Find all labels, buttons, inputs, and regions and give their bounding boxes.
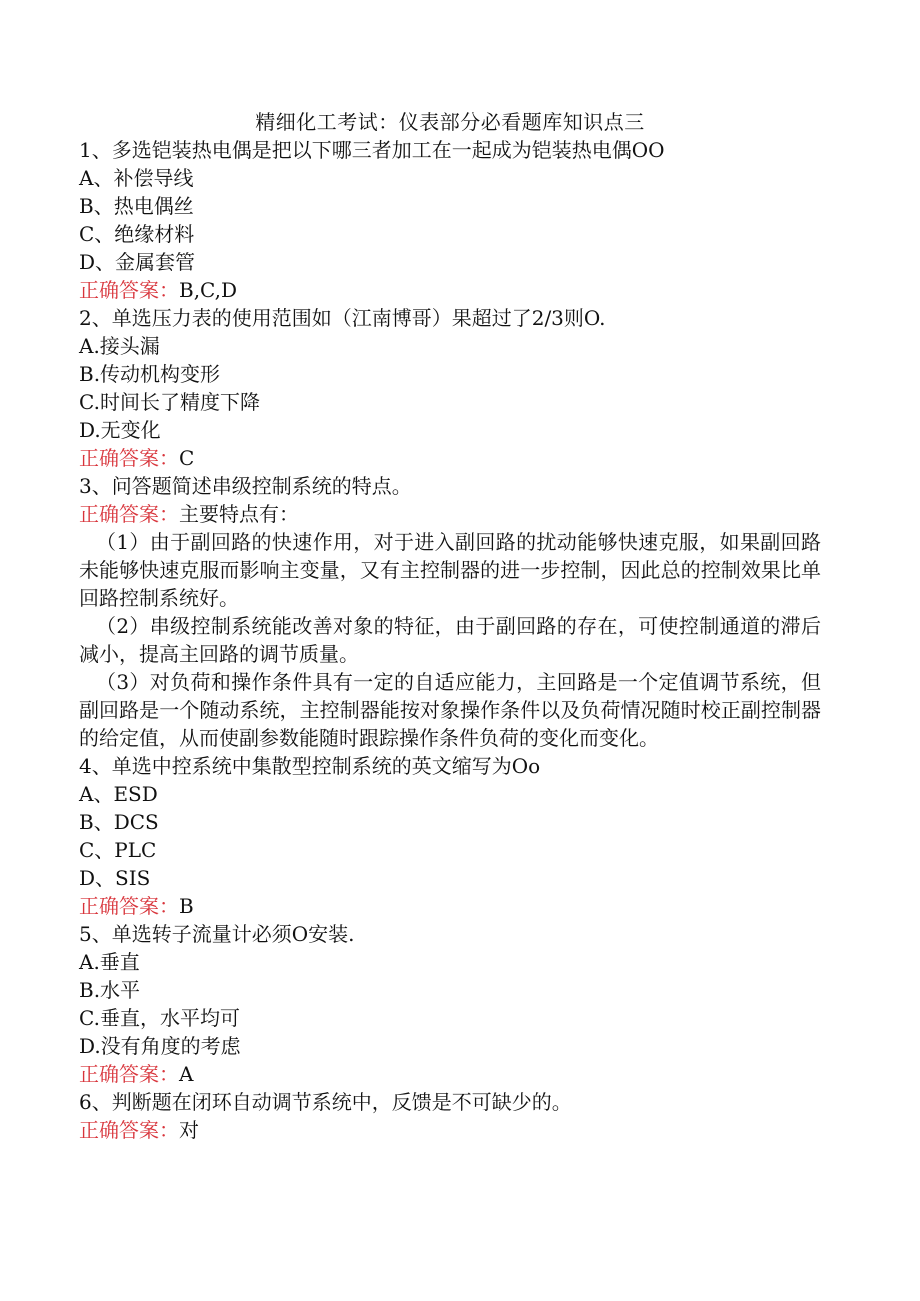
answer-value: 主要特点有： xyxy=(179,502,299,526)
option-d: D.没有角度的考虑 xyxy=(79,1034,241,1058)
option-a: A、补偿导线 xyxy=(79,166,194,190)
document-page xyxy=(79,108,821,1144)
answer-paragraph-3: （3）对负荷和操作条件具有一定的自适应能力，主回路是一个定值调节系统，但副回路是一个随动系统，主控制器能按对象操作条件以及负荷情况随时校正副控制器的给定值，从而使副参数能随时跟踪操作条件负荷的变化而变化。 xyxy=(79,670,821,750)
question-stem: 3、问答题简述串级控制系统的特点。 xyxy=(79,474,412,498)
option-c: C、绝缘材料 xyxy=(79,222,195,246)
answer-value: 对 xyxy=(179,1118,199,1142)
option-d: D.无变化 xyxy=(79,418,161,442)
answer-line xyxy=(79,276,821,304)
option-b: B.传动机构变形 xyxy=(79,362,221,386)
option-b: B、DCS xyxy=(79,810,159,834)
question-5 xyxy=(79,920,821,1088)
answer-line xyxy=(79,892,821,920)
option-a: A、ESD xyxy=(79,782,158,806)
question-3 xyxy=(79,472,821,752)
answer-value: B,C,D xyxy=(179,278,238,302)
answer-value: C xyxy=(179,446,195,470)
document-title: 精细化工考试：仪表部分必看题库知识点三 xyxy=(255,110,645,134)
answer-label: 正确答案： xyxy=(79,1062,179,1086)
question-1 xyxy=(79,136,821,304)
answer-label: 正确答案： xyxy=(79,446,179,470)
answer-line xyxy=(79,444,821,472)
question-4 xyxy=(79,752,821,920)
option-c: C.垂直，水平均可 xyxy=(79,1006,240,1030)
question-stem: 5、单选转子流量计必须O安装. xyxy=(79,922,355,946)
option-d: D、SIS xyxy=(79,866,151,890)
question-stem: 1、多选铠装热电偶是把以下哪三者加工在一起成为铠装热电偶OO xyxy=(79,138,665,162)
option-c: C、PLC xyxy=(79,838,157,862)
answer-label: 正确答案： xyxy=(79,1118,179,1142)
question-stem: 2、单选压力表的使用范围如（江南博哥）果超过了2/3则O. xyxy=(79,306,606,330)
answer-label: 正确答案： xyxy=(79,278,179,302)
answer-label: 正确答案： xyxy=(79,502,179,526)
answer-value: B xyxy=(179,894,194,918)
option-a: A.接头漏 xyxy=(79,334,160,358)
answer-line xyxy=(79,1116,821,1144)
answer-label: 正确答案： xyxy=(79,894,179,918)
question-2 xyxy=(79,304,821,472)
option-b: B.水平 xyxy=(79,978,141,1002)
option-a: A.垂直 xyxy=(79,950,140,974)
question-stem: 6、判断题在闭环自动调节系统中，反馈是不可缺少的。 xyxy=(79,1090,572,1114)
question-6 xyxy=(79,1088,821,1144)
question-stem: 4、单选中控系统中集散型控制系统的英文缩写为Oo xyxy=(79,754,541,778)
answer-paragraph-2: （2）串级控制系统能改善对象的特征，由于副回路的存在，可使控制通道的滞后减小，提高主回路的调节质量。 xyxy=(79,614,821,666)
option-b: B、热电偶丝 xyxy=(79,194,194,218)
option-c: C.时间长了精度下降 xyxy=(79,390,260,414)
option-d: D、金属套管 xyxy=(79,250,196,274)
answer-value: A xyxy=(179,1062,194,1086)
answer-line xyxy=(79,500,821,528)
answer-line xyxy=(79,1060,821,1088)
answer-paragraph-1: （1）由于副回路的快速作用，对于进入副回路的扰动能够快速克服，如果副回路未能够快速克服而影响主变量，又有主控制器的进一步控制，因此总的控制效果比单回路控制系统好。 xyxy=(79,530,821,610)
